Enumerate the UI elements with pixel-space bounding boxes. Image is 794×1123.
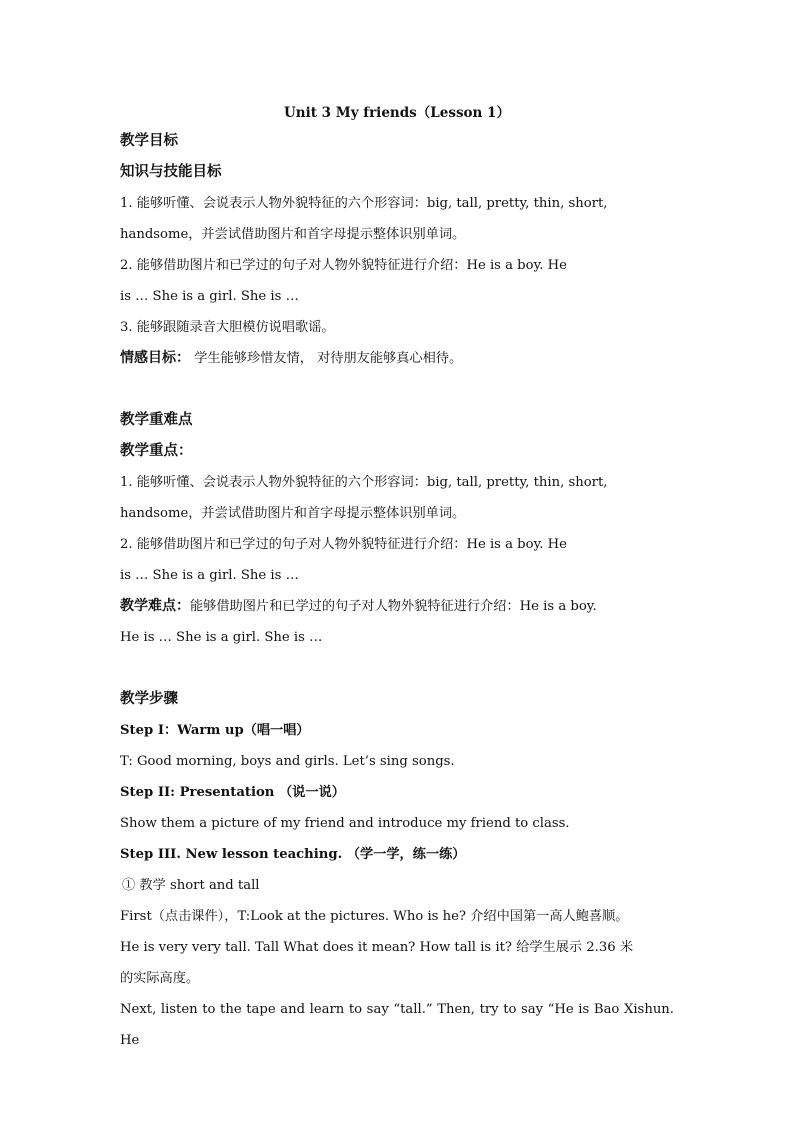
document-body (120, 100, 674, 1056)
spacer (120, 653, 674, 684)
step-2-text: Show them a picture of my friend and introduce my friend to class. (120, 816, 570, 831)
focus-item-1-line-2: handsome，并尝试借助图片和首字母提示整体识别单词。 (120, 506, 466, 521)
section-heading-steps: 教学步骤 (120, 691, 178, 707)
emotion-objective-label: 情感目标： (120, 350, 190, 366)
focus-item-1-line-1: 1. 能够听懂、会说表示人物外貌特征的六个形容词：big, tall, pretty, thin, short, (120, 475, 608, 490)
step-3-paragraph-2-line-1: Next, listen to the tape and learn to say “tall.” Then, try to say “He is Bao Xishun. He (120, 1002, 674, 1048)
step-1-text: T: Good morning, boys and girls. Let’s sing songs. (120, 754, 455, 769)
objective-item-1-line-1: 1. 能够听懂、会说表示人物外貌特征的六个形容词：big, tall, pretty, thin, short, (120, 196, 608, 211)
difficulty-label: 教学难点： (120, 598, 190, 614)
step-3-sub-item-1: ① 教学 short and tall (122, 878, 260, 893)
section-heading-key-points: 教学重难点 (120, 412, 193, 428)
emotion-objective-text: 学生能够珍惜友情， 对待朋友能够真心相待。 (190, 351, 463, 366)
emotion-objective (120, 343, 674, 374)
difficulty-line-1 (120, 591, 674, 622)
step-3-paragraph-1-line-2: He is very very tall. Tall What does it mean? How tall is it? 给学生展示 2.36 米 (120, 940, 634, 955)
step-2-title: Step II: Presentation （说一说） (120, 785, 345, 800)
step-3-paragraph-1-line-3: 的实际高度。 (120, 971, 200, 986)
objective-item-3: 3. 能够跟随录音大胆模仿说唱歌谣。 (120, 320, 335, 335)
objective-item-2-line-1: 2. 能够借助图片和已学过的句子对人物外貌特征进行介绍：He is a boy. He (120, 258, 567, 273)
sub-heading-knowledge-skills: 知识与技能目标 (120, 164, 222, 180)
sub-heading-focus: 教学重点： (120, 443, 193, 459)
difficulty-text: 能够借助图片和已学过的句子对人物外貌特征进行介绍：He is a boy. (190, 599, 597, 614)
objective-item-2-line-2: is … She is a girl. She is … (120, 289, 299, 304)
focus-item-2-line-1: 2. 能够借助图片和已学过的句子对人物外貌特征进行介绍：He is a boy. He (120, 537, 567, 552)
focus-item-2-line-2: is … She is a girl. She is … (120, 568, 299, 583)
section-heading-objectives: 教学目标 (120, 133, 178, 149)
step-3-paragraph-1-line-1: First（点击课件），T:Look at the pictures. Who is he? 介绍中国第一高人鲍喜顺。 (120, 909, 629, 924)
objective-item-1-line-2: handsome，并尝试借助图片和首字母提示整体识别单词。 (120, 227, 466, 242)
step-3-title: Step III. New lesson teaching. （学一学，练一练） (120, 847, 466, 862)
difficulty-line-2: He is … She is a girl. She is … (120, 630, 323, 645)
document-title: Unit 3 My friends（Lesson 1） (284, 105, 510, 121)
step-1-title: Step I：Warm up（唱一唱） (120, 723, 310, 738)
spacer (120, 374, 674, 405)
